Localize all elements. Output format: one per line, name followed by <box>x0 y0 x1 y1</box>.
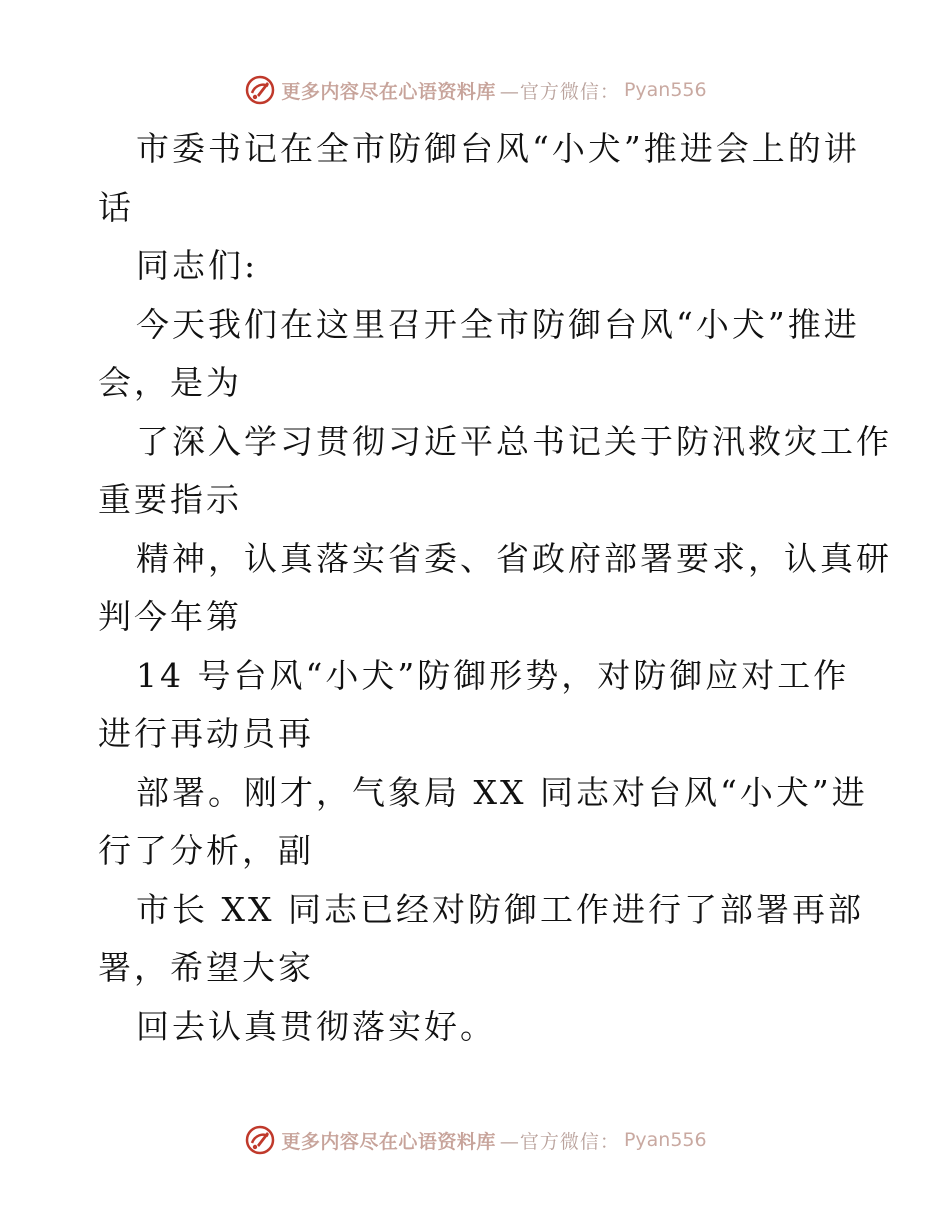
paragraph-line: 了深入学习贯彻习近平总书记关于防汛救灾工作 <box>136 421 892 461</box>
paragraph-line: 回去认真贯彻落实好。 <box>136 1006 496 1046</box>
heart-pen-logo-icon <box>243 73 277 107</box>
paragraph-line: 今天我们在这里召开全市防御台风“小犬”推进 <box>136 304 860 344</box>
header-banner-slogan: 更多内容尽在心语资料库 <box>281 80 496 103</box>
paragraph-line: 进行再动员再 <box>98 714 314 753</box>
footer-banner-wechat-id: Pyan556 <box>623 1129 707 1151</box>
paragraph-line: 精神，认真落实省委、省政府部署要求，认真研 <box>136 538 892 578</box>
paragraph-line: 部署。刚才，气象局 XX 同志对台风“小犬”进 <box>136 772 868 812</box>
footer-banner-official-label: —官方微信： <box>499 1130 620 1153</box>
header-banner-wechat-id: Pyan556 <box>623 79 707 101</box>
footer-banner-content <box>243 1123 706 1157</box>
header-banner <box>0 70 950 110</box>
header-banner-official-label: —官方微信： <box>499 80 620 103</box>
footer-banner-slogan: 更多内容尽在心语资料库 <box>281 1130 496 1153</box>
paragraph-line: 重要指示 <box>98 480 242 519</box>
paragraph-line: 判今年第 <box>98 597 242 636</box>
paragraph-line: 14 号台风“小犬”防御形势，对防御应对工作 <box>136 655 850 695</box>
paragraph-line: 会，是为 <box>98 363 242 402</box>
document-title-line-1: 市委书记在全市防御台风“小犬”推进会上的讲 <box>136 129 860 168</box>
header-banner-content <box>243 73 706 107</box>
footer-banner <box>0 1120 950 1160</box>
document-body <box>98 120 892 1056</box>
paragraph-line: 署，希望大家 <box>98 948 314 987</box>
heart-pen-logo-icon <box>243 1123 277 1157</box>
document-title-line-2: 话 <box>98 187 134 227</box>
salutation: 同志们: <box>136 246 259 285</box>
paragraph-line: 行了分析，副 <box>98 831 314 870</box>
paragraph-line: 市长 XX 同志已经对防御工作进行了部署再部 <box>136 889 864 929</box>
